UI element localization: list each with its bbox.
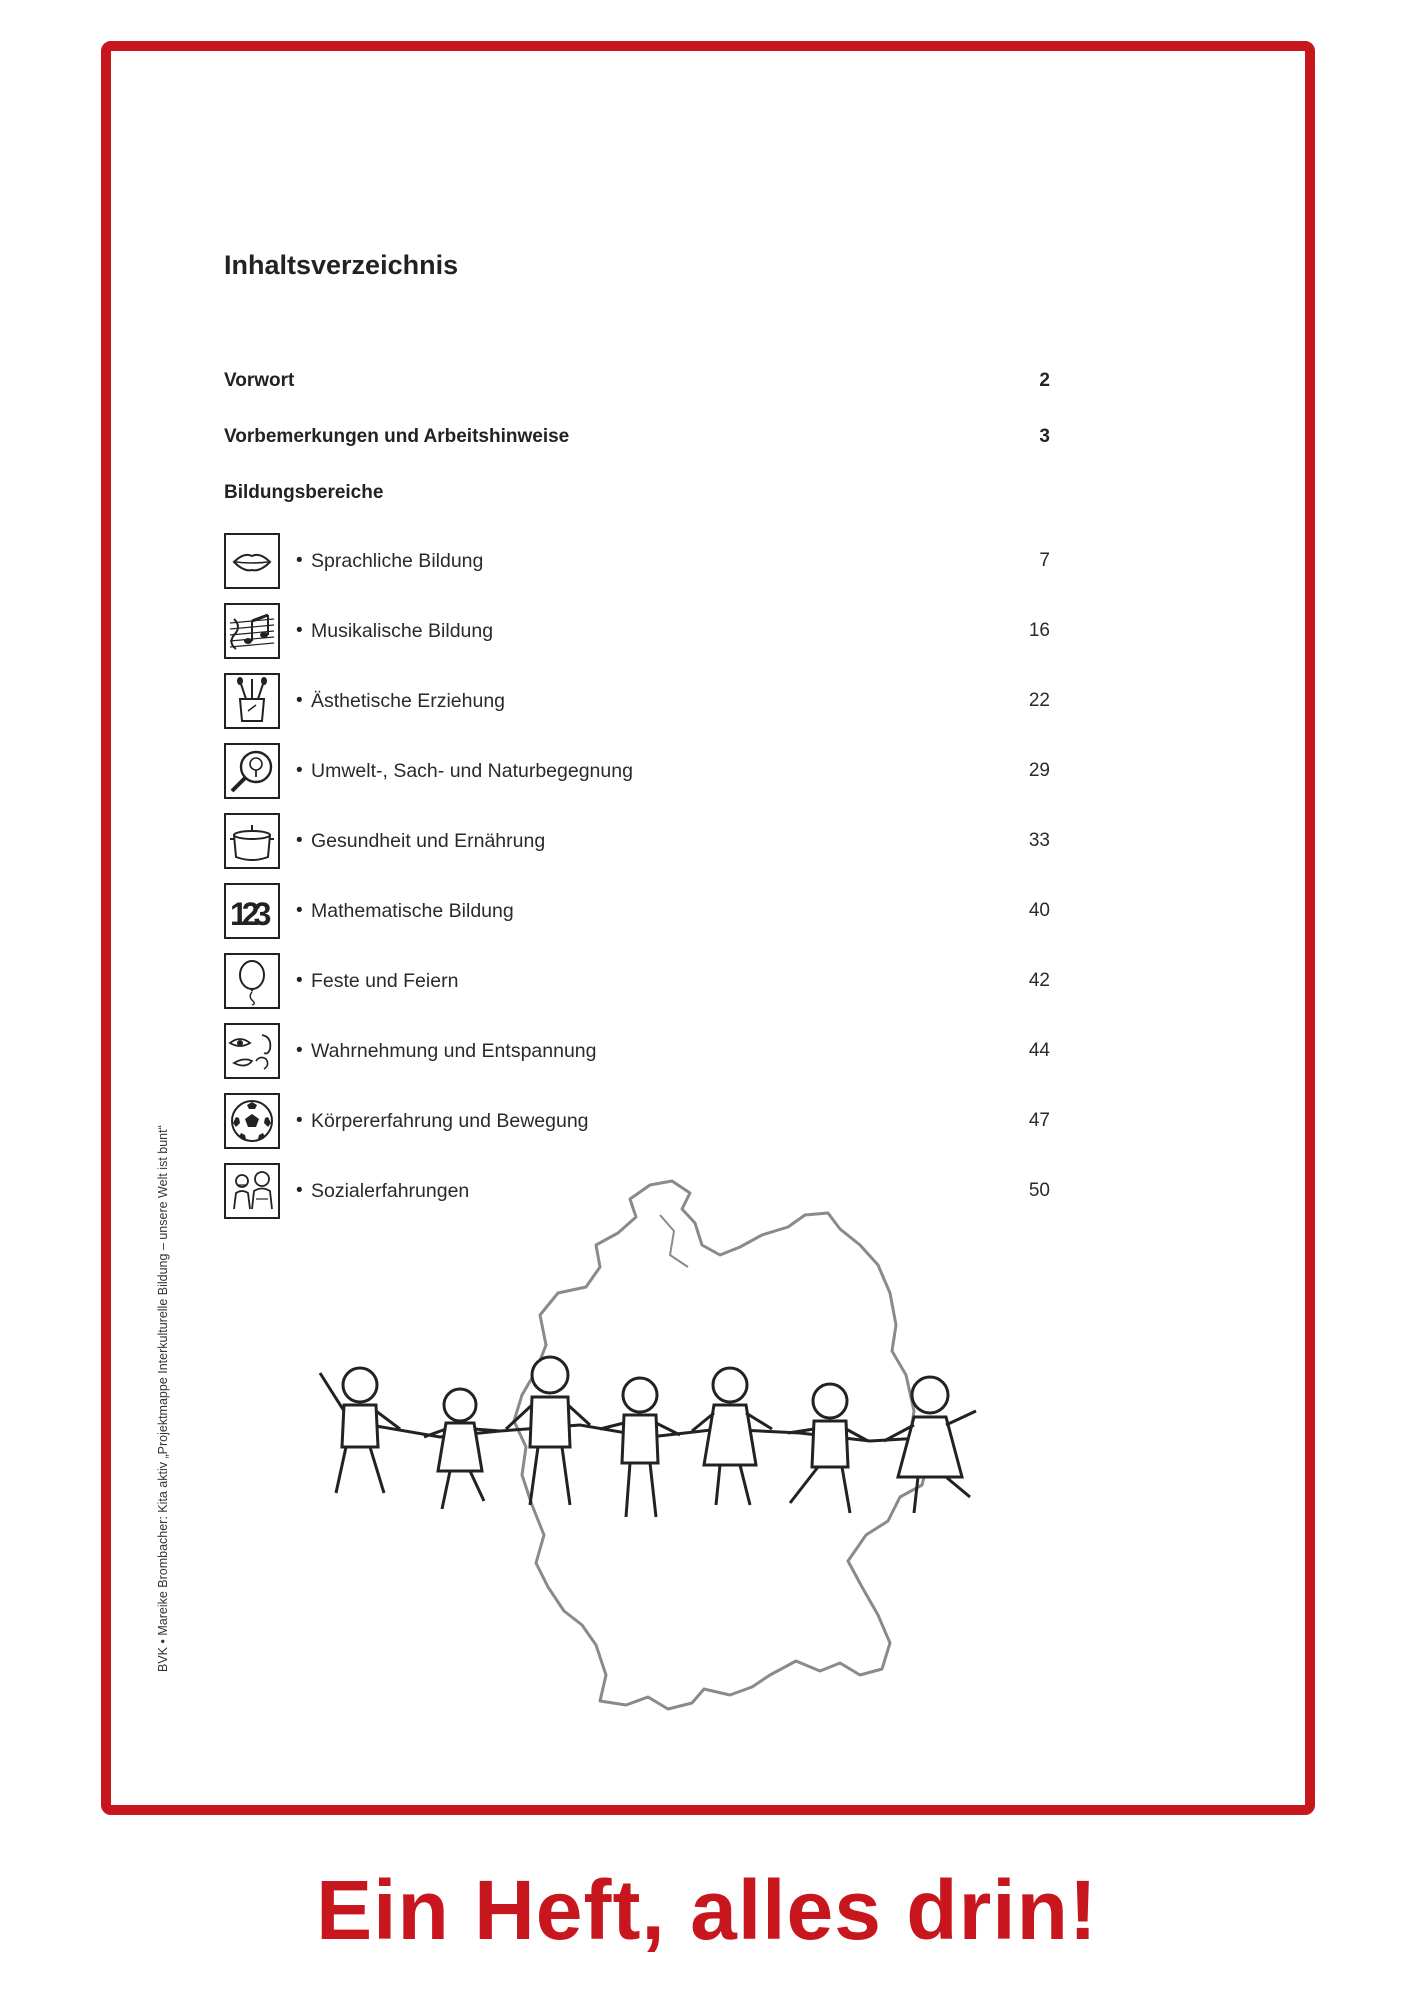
toc-bullet: • [296,900,303,921]
magnifier-tree-icon [224,743,280,799]
toc-item-musikalische-bildung [224,603,1050,661]
toc-item-mathematische-bildung [224,883,1050,941]
toc-item-label: Sprachliche Bildung [311,550,484,572]
toc-entry-page: 3 [1039,426,1050,447]
toc-bullet: • [296,550,303,571]
toc-item-label: Mathematische Bildung [311,900,514,922]
toc-bullet: • [296,1180,303,1201]
toc-item-page: 50 [1028,1180,1050,1201]
toc-entry-vorwort [224,370,1050,400]
toc-bullet: • [296,760,303,781]
toc-item-page: 47 [1028,1110,1050,1131]
toc-item-feste-feiern [224,953,1050,1011]
toc-bullet: • [296,830,303,851]
toc-item-wahrnehmung-entspannung [224,1023,1050,1081]
brush-cup-icon [224,673,280,729]
toc-item-page: 44 [1028,1040,1050,1061]
toc-item-umwelt-natur [224,743,1050,801]
slogan: Ein Heft, alles drin! [316,1863,1098,1957]
toc-bullet: • [296,690,303,711]
children-group-icon [224,1163,280,1219]
senses-face-icon [224,1023,280,1079]
toc-item-label: Feste und Feiern [311,970,459,992]
toc-item-label: Musikalische Bildung [311,620,494,642]
toc-item-label: Ästhetische Erziehung [311,690,506,712]
numbers-icon-text: 123 [230,896,266,932]
side-credit-line: BVK • Mareike Brombacher: Kita aktiv „Projektmappe Interkulturelle Bildung – unsere Welt ist bunt“ [156,1125,170,1672]
toc-bullet: • [296,620,303,641]
toc-item-page: 22 [1028,690,1050,711]
toc-item-page: 40 [1028,900,1050,921]
toc-item-label: Gesundheit und Ernährung [311,830,546,852]
toc-item-label: Sozialerfahrungen [311,1180,470,1202]
toc-item-label: Umwelt-, Sach- und Naturbegegnung [311,760,633,782]
toc-item-aesthetische-erziehung [224,673,1050,731]
toc-title: Inhaltsverzeichnis [224,250,459,280]
toc-item-page: 33 [1028,830,1050,851]
lips-icon [224,533,280,589]
balloon-icon [224,953,280,1009]
numbers-icon [224,883,280,939]
toc-item-page: 16 [1028,620,1050,641]
toc-bullet: • [296,1110,303,1131]
football-icon [224,1093,280,1149]
music-notes-icon [224,603,280,659]
toc-item-page: 29 [1028,760,1050,781]
toc-item-gesundheit-ernaehrung [224,813,1050,871]
toc-item-label: Körpererfahrung und Bewegung [311,1110,589,1132]
toc-entry-vorbemerkungen [224,426,1050,456]
toc-item-koerpererfahrung-bewegung [224,1093,1050,1151]
toc-item-sprachliche-bildung [224,533,1050,591]
toc-bullet: • [296,970,303,991]
toc-item-label: Wahrnehmung und Entspannung [311,1040,597,1062]
germany-map-children-illustration [300,1175,1120,1745]
toc-entry-label: Vorwort [224,370,295,391]
cooking-pot-icon [224,813,280,869]
toc-item-page: 42 [1028,970,1050,991]
toc-entry-page: 2 [1039,370,1050,391]
toc-bullet: • [296,1040,303,1061]
toc-item-page: 7 [1039,550,1050,571]
toc-entry-label: Vorbemerkungen und Arbeitshinweise [224,426,570,447]
toc-section-heading: Bildungsbereiche [224,482,384,503]
